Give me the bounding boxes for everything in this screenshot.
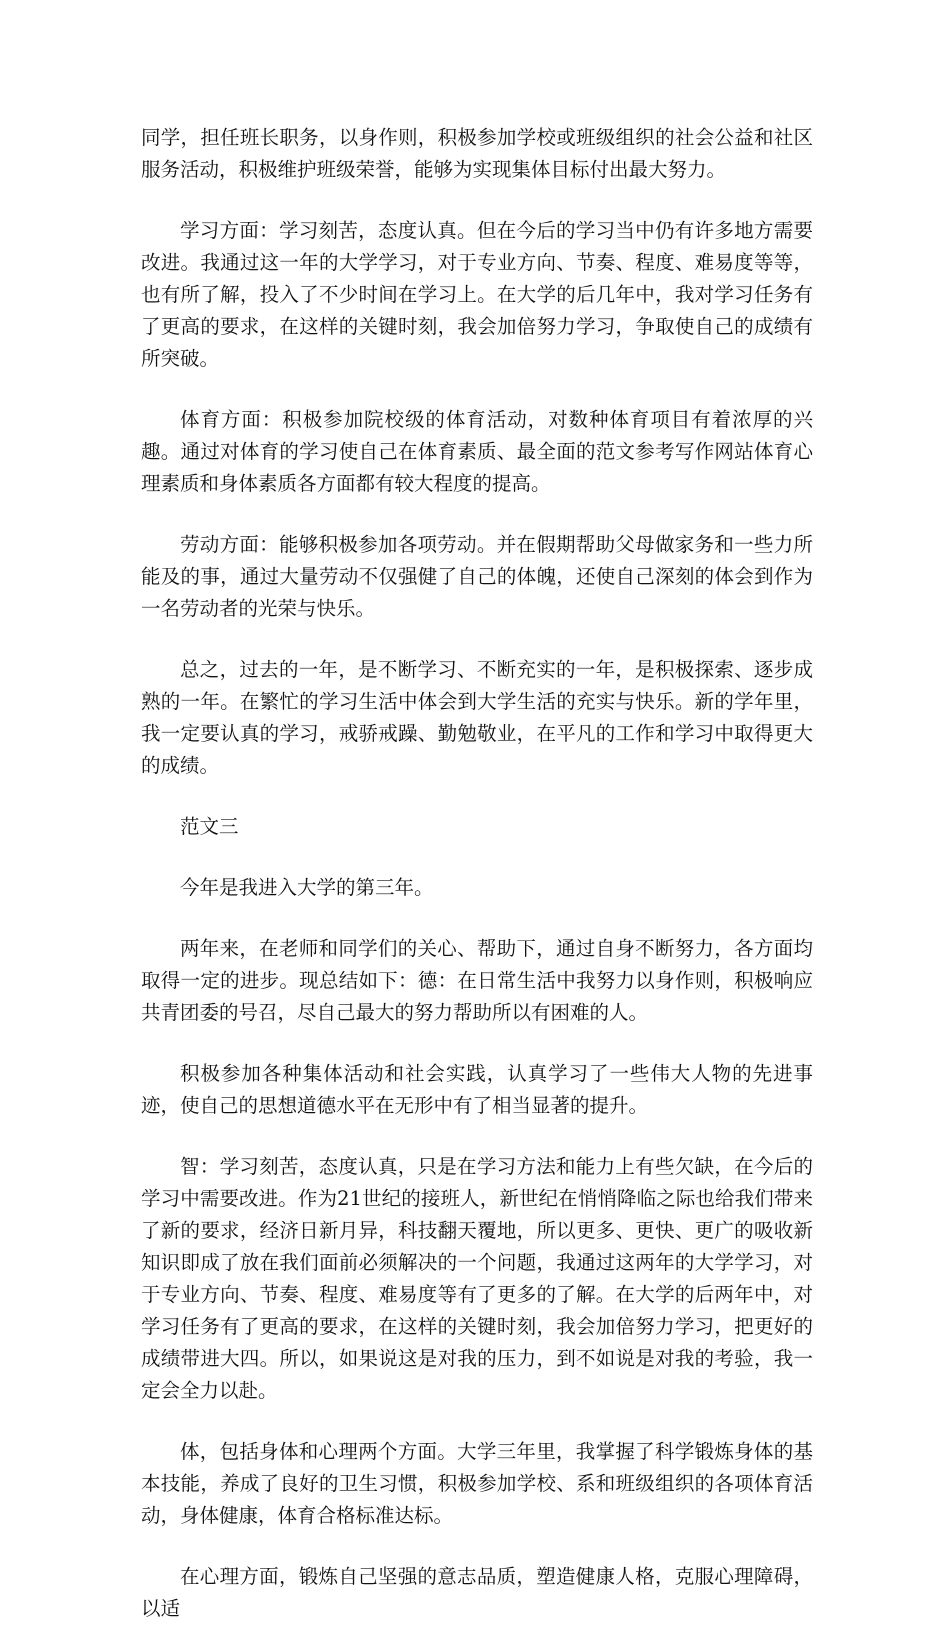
paragraph-class-duties: 同学，担任班长职务，以身作则，积极参加学校或班级组织的社会公益和社区服务活动，积极维护班级荣誉，能够为实现集体目标付出最大努力。	[141, 126, 813, 181]
paragraph-third-year: 今年是我进入大学的第三年。	[180, 876, 434, 899]
paragraph-intellect: 智：学习刻苦，态度认真，只是在学习方法和能力上有些欠缺，在今后的学习中需要改进。作为21世纪的接班人，新世纪在悄悄降临之际也给我们带来了新的要求，经济日新月异，科技翻天覆地，所以更多、更快、更广的吸收新知识即成了放在我们面前必须解决的一个问题，我通过这两年的大学学习，对于专业方向、节奏、程度、难易度等有了更多的了解。在大学的后两年中，对学习任务有了更高的要求，在这样的关键时刻，我会加倍努力学习，把更好的成绩带进大四。所以，如果说这是对我的压力，到不如说是对我的考验，我一定会全力以赴。	[141, 1155, 813, 1402]
paragraph-collective-activities: 积极参加各种集体活动和社会实践，认真学习了一些伟大人物的先进事迹，使自己的思想道德水平在无形中有了相当显著的提升。	[141, 1062, 813, 1117]
paragraph-summary: 总之，过去的一年，是不断学习、不断充实的一年，是积极探索、逐步成熟的一年。在繁忙的学习生活中体会到大学生活的充实与快乐。新的学年里，我一定要认真的学习，戒骄戒躁、勤勉敬业，在平凡的工作和学习中取得更大的成绩。	[141, 658, 813, 777]
document-page	[141, 122, 813, 1625]
section-heading-sample-three: 范文三	[180, 815, 239, 838]
paragraph-morality: 两年来，在老师和同学们的关心、帮助下，通过自身不断努力，各方面均取得一定的进步。现总结如下：德：在日常生活中我努力以身作则，积极响应共青团委的号召，尽自己最大的努力帮助所以有困难的人。	[141, 937, 813, 1024]
paragraph-psychology: 在心理方面，锻炼自己坚强的意志品质，塑造健康人格，克服心理障碍，以适	[141, 1565, 813, 1620]
paragraph-sports: 体育方面：积极参加院校级的体育活动，对数种体育项目有着浓厚的兴趣。通过对体育的学习使自己在体育素质、最全面的范文参考写作网站体育心理素质和身体素质各方面都有较大程度的提高。	[141, 408, 813, 495]
paragraph-study: 学习方面：学习刻苦，态度认真。但在今后的学习当中仍有许多地方需要改进。我通过这一年的大学学习，对于专业方向、节奏、程度、难易度等等，也有所了解，投入了不少时间在学习上。在大学的后几年中，我对学习任务有了更高的要求，在这样的关键时刻，我会加倍努力学习，争取使自己的成绩有所突破。	[141, 219, 813, 370]
paragraph-labor: 劳动方面：能够积极参加各项劳动。并在假期帮助父母做家务和一些力所能及的事，通过大量劳动不仅强健了自己的体魄，还使自己深刻的体会到作为一名劳动者的光荣与快乐。	[141, 533, 813, 620]
paragraph-physical: 体，包括身体和心理两个方面。大学三年里，我掌握了科学锻炼身体的基本技能，养成了良好的卫生习惯，积极参加学校、系和班级组织的各项体育活动，身体健康，体育合格标准达标。	[141, 1440, 813, 1527]
